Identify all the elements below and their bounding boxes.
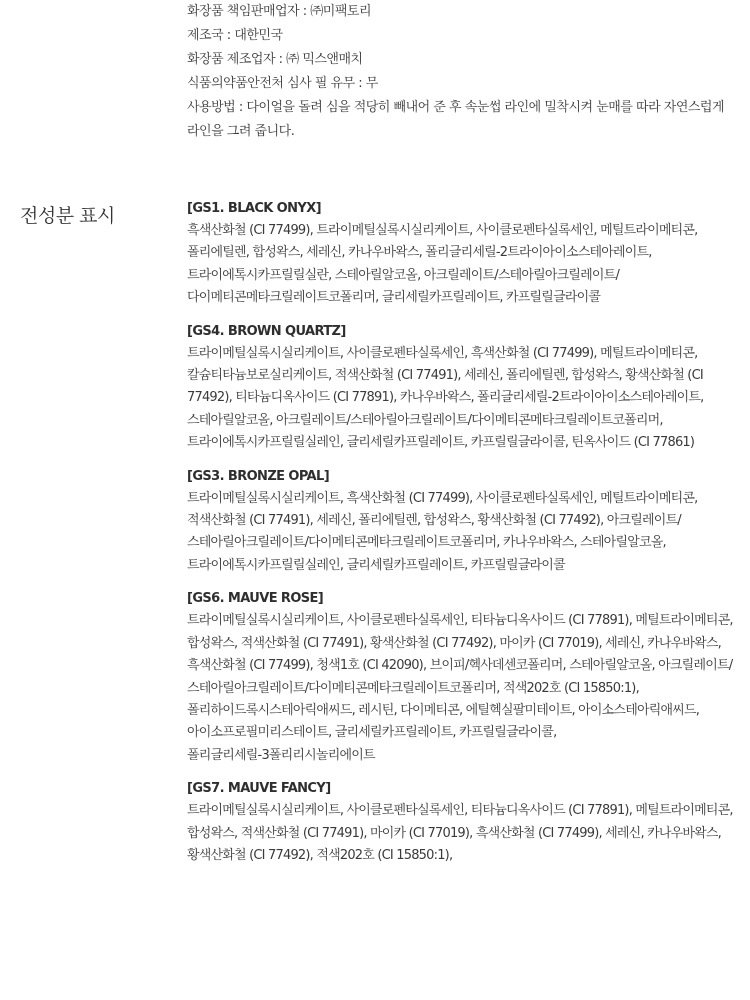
product-title: [GS6. MAUVE ROSE] xyxy=(187,591,324,607)
product-info-list xyxy=(187,0,735,144)
product-ingredients: 트라이메틸실록시실리케이트, 흑색산화철 (CI 77499), 사이클로펜타실록세인, 메틸트라이메티콘, 적색산화철 (CI 77491), 세레신, 폴리에틸렌, 합성왁스, 황색산화철 (CI 77492), 아크릴레이트/스테아릴아크릴레이트/다이메티콘메타크릴레이트코폴리머, 카나우바왁스, 스테아릴알코올, 트라이에톡시카프릴릴실레인, 글리세릴카프릴레이트, 카프릴릴글라이콜 xyxy=(187,490,698,573)
mfds-review-line: 식품의약품안전처 심사 필 유무 : 무 xyxy=(187,76,378,91)
product-ingredients: 트라이메틸실록시실리케이트, 사이클로펜타실록세인, 흑색산화철 (CI 77499), 메틸트라이메티콘, 칼슘티타늄보로실리케이트, 적색산화철 (CI 77491), 세레신, 폴리에틸렌, 합성왁스, 황색산화철 (CI 77492), 티타늄디옥사이드 (CI 77891), 카나우바왁스, 폴리글리세릴-2트라이아이소스테아레이트, 스테아릴알코올, 아크릴레이트/스테아릴아크릴레이트/다이메티콘메타크릴레이트코폴리머, 트라이에톡시카프릴릴실레인, 글리세릴카프릴레이트, 카프릴릴글라이콜, 틴옥사이드 (CI 77861) xyxy=(187,345,704,451)
product-gs7 xyxy=(187,778,735,867)
responsible-seller-line: 화장품 책임판매업자 : ㈜미팩토리 xyxy=(187,4,372,19)
section-label-full-ingredients: 전성분 표시 xyxy=(20,205,115,227)
product-gs6 xyxy=(187,588,735,767)
product-ingredients: 트라이메틸실록시실리케이트, 사이클로펜타실록세인, 티타늄디옥사이드 (CI 77891), 메틸트라이메티콘, 합성왁스, 적색산화철 (CI 77491), 황색산화철 (CI 77492), 마이카 (CI 77019), 세레신, 카나우바왁스, 흑색산화철 (CI 77499), 청색1호 (CI 42090), 브이피/헥사데센코폴리머, 스테아릴알코올, 아크릴레이트/스테아릴아크릴레이트/다이메티콘메타크릴레이트코폴리머, 적색202호 (CI 15850:1), 폴리하이드록시스테아릭애씨드, 레시틴, 다이메티콘, 에틸헥실팔미테이트, 아이소스테아릭애씨드, 아이소프로필미리스테이트, 글리세릴카프릴레이트, 카프릴릴글라이콜, 폴리글리세릴-3폴리리시놀리에이트 xyxy=(187,613,733,763)
product-ingredients: 트라이메틸실록시실리케이트, 사이클로펜타실록세인, 티타늄디옥사이드 (CI 77891), 메틸트라이메티콘, 합성왁스, 적색산화철 (CI 77491), 마이카 (CI 77019), 흑색산화철 (CI 77499), 세레신, 카나우바왁스, 황색산화철 (CI 77492), 적색202호 (CI 15850:1), xyxy=(187,803,733,863)
product-gs4 xyxy=(187,321,735,455)
country-of-manufacture-line: 제조국 : 대한민국 xyxy=(187,28,283,43)
product-ingredients: 흑색산화철 (CI 77499), 트라이메틸실록시실리케이트, 사이클로펜타실록세인, 메틸트라이메티콘, 폴리에틸렌, 합성왁스, 세레신, 카나우바왁스, 폴리글리세릴-2트라이아이소스테아레이트, 트라이에톡시카프릴릴실란, 스테아릴알코올, 아크릴레이트/스테아릴아크릴레이트/다이메티콘메타크릴레이트코폴리머, 글리세릴카프릴레이트, 카프릴릴글라이콜 xyxy=(187,223,698,306)
ingredients-list xyxy=(187,198,735,878)
product-title: [GS7. MAUVE FANCY] xyxy=(187,781,331,797)
product-gs3 xyxy=(187,466,735,578)
product-title: [GS1. BLACK ONYX] xyxy=(187,201,321,216)
manufacturer-line: 화장품 제조업자 : ㈜ 믹스앤매치 xyxy=(187,52,363,67)
product-gs1 xyxy=(187,198,735,310)
product-title: [GS3. BRONZE OPAL] xyxy=(187,468,330,484)
usage-instructions: 사용방법 : 다이얼을 돌려 심을 적당히 빼내어 준 후 속눈썹 라인에 밀착시켜 눈매를 따라 자연스럽게 라인을 그려 줍니다. xyxy=(187,100,725,139)
product-title: [GS4. BROWN QUARTZ] xyxy=(187,323,346,339)
